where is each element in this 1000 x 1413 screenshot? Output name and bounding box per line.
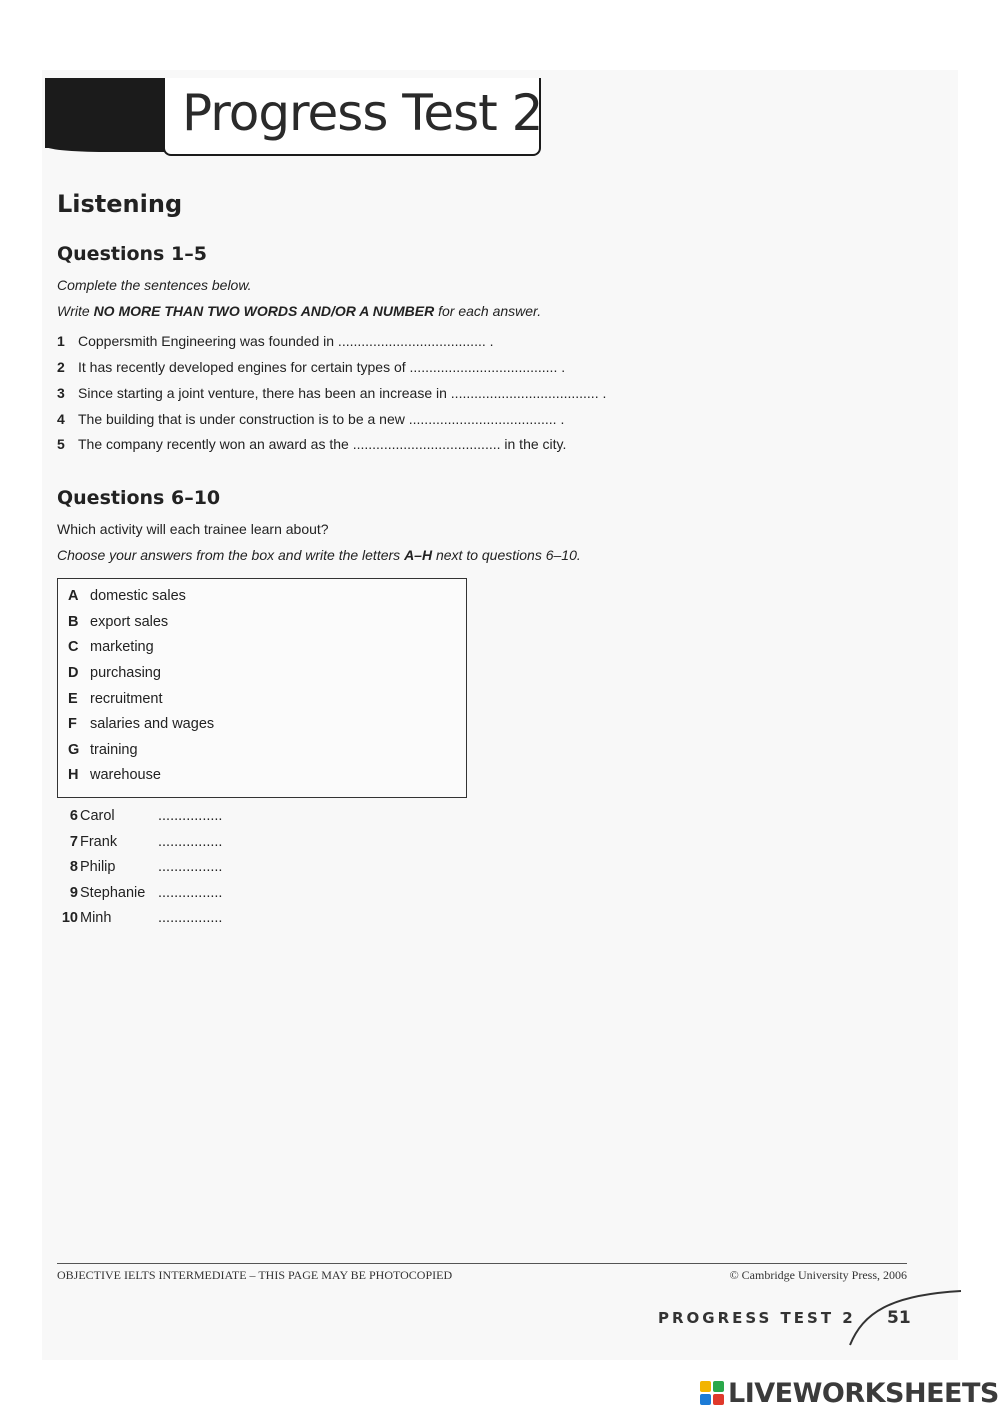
answer-blank[interactable]: ................ <box>158 808 223 824</box>
part1-instruction-words: Write NO MORE THAN TWO WORDS AND/OR A NUMBER for each answer. <box>57 303 542 319</box>
footer-publisher: © Cambridge University Press, 2006 <box>729 1268 907 1282</box>
answer-blank[interactable]: ................ <box>158 910 223 926</box>
footer-divider <box>57 1263 907 1264</box>
answer-row: 6 Carol ................ <box>69 808 223 824</box>
options-box <box>57 578 467 798</box>
answer-blank[interactable]: ................ <box>158 834 223 850</box>
answer-row: 8 Philip ................ <box>69 859 223 875</box>
page-number: 51 <box>887 1308 911 1328</box>
running-title: PROGRESS TEST 2 <box>658 1309 856 1327</box>
liveworksheets-logo-icon <box>700 1381 724 1405</box>
answer-row: 10 Minh ................ <box>61 910 223 926</box>
part1-heading: Questions 1–5 <box>57 243 207 265</box>
brand-watermark <box>700 1376 999 1410</box>
part1-instruction: Complete the sentences below. <box>57 277 252 293</box>
part2-heading: Questions 6–10 <box>57 487 221 509</box>
question-row: 3 Since starting a joint venture, there has been an increase in ...................................... . <box>57 385 607 401</box>
option-item: G training <box>68 742 138 758</box>
answer-blank[interactable]: ................ <box>158 859 223 875</box>
footer-copyright-note: OBJECTIVE IELTS INTERMEDIATE – THIS PAGE MAY BE PHOTOCOPIED <box>57 1268 453 1282</box>
question-row: 2 It has recently developed engines for certain types of ...................................... . <box>57 359 566 375</box>
title-black-block <box>45 78 165 148</box>
brand-name: LIVEWORKSHEETS <box>728 1377 999 1409</box>
part2-question: Which activity will each trainee learn about? <box>57 521 329 537</box>
option-item: B export sales <box>68 614 169 630</box>
section-heading: Listening <box>57 190 183 218</box>
question-row: 5 The company recently won an award as the ...................................... in the city. <box>57 436 567 452</box>
option-item: A domestic sales <box>68 588 186 604</box>
option-item: C marketing <box>68 639 154 655</box>
question-row: 1 Coppersmith Engineering was founded in ...................................... . <box>57 333 494 349</box>
part2-instruction: Choose your answers from the box and write the letters A–H next to questions 6–10. <box>57 547 581 563</box>
option-item: F salaries and wages <box>68 716 215 732</box>
question-row: 4 The building that is under construction is to be a new ...................................... . <box>57 411 565 427</box>
answer-row: 7 Frank ................ <box>69 834 223 850</box>
page-title: Progress Test 2 <box>182 84 543 142</box>
answer-blank[interactable]: ................ <box>158 885 223 901</box>
option-item: H warehouse <box>68 767 161 783</box>
option-item: E recruitment <box>68 691 163 707</box>
option-item: D purchasing <box>68 665 161 681</box>
answer-row: 9 Stephanie ................ <box>69 885 223 901</box>
